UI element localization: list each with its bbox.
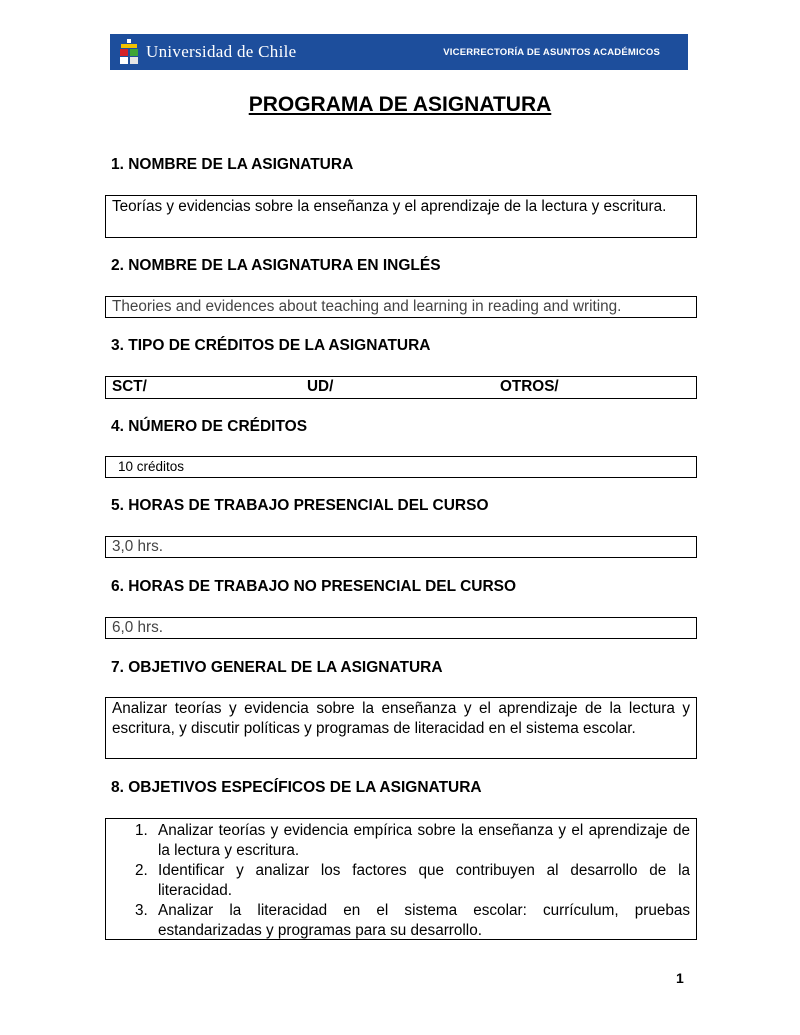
section-1-box	[105, 195, 697, 238]
section-8-box	[105, 818, 697, 940]
credit-type-sct: SCT/	[112, 378, 147, 395]
university-logo-icon	[118, 38, 140, 66]
course-name-english: Theories and evidences about teaching and learning in reading and writing.	[112, 298, 622, 315]
university-name: Universidad de Chile	[146, 42, 297, 61]
credit-count: 10 créditos	[118, 459, 185, 474]
section-7-box	[105, 697, 697, 759]
credit-types	[112, 377, 690, 397]
list-item: Identificar y analizar los factores que contribuyen al desarrollo de la literacidad.	[158, 862, 690, 899]
specific-objectives-list	[112, 821, 690, 941]
section-2-heading: 2. NOMBRE DE LA ASIGNATURA EN INGLÉS	[111, 257, 441, 274]
section-5-heading: 5. HORAS DE TRABAJO PRESENCIAL DEL CURSO	[111, 497, 489, 514]
credit-type-ud: UD/	[307, 378, 334, 395]
section-1-heading: 1. NOMBRE DE LA ASIGNATURA	[111, 156, 354, 173]
list-item: Analizar teorías y evidencia empírica sobre la enseñanza y el aprendizaje de la lectura y escritura.	[158, 822, 690, 859]
section-2-box	[105, 296, 697, 318]
credit-type-otros: OTROS/	[500, 378, 559, 395]
office-name: VICERRECTORÍA DE ASUNTOS ACADÉMICOS	[443, 46, 660, 58]
non-contact-hours: 6,0 hrs.	[112, 619, 164, 636]
section-3-box	[105, 376, 697, 399]
contact-hours: 3,0 hrs.	[112, 538, 164, 555]
section-5-box	[105, 536, 697, 558]
university-brand	[118, 38, 296, 66]
section-3-heading: 3. TIPO DE CRÉDITOS DE LA ASIGNATURA	[111, 337, 431, 354]
section-4-box	[105, 456, 697, 478]
section-4-heading: 4. NÚMERO DE CRÉDITOS	[111, 418, 308, 435]
course-name: Teorías y evidencias sobre la enseñanza y el aprendizaje de la lectura y escritura.	[112, 198, 667, 215]
section-7-heading: 7. OBJETIVO GENERAL DE LA ASIGNATURA	[111, 659, 443, 676]
section-6-box	[105, 617, 697, 639]
page-title: PROGRAMA DE ASIGNATURA	[248, 93, 552, 116]
list-item: Analizar la literacidad en el sistema escolar: currículum, pruebas estandarizadas y programas para su desarrollo.	[158, 902, 690, 939]
section-8-heading: 8. OBJETIVOS ESPECÍFICOS DE LA ASIGNATURA	[111, 779, 482, 796]
header-banner	[110, 34, 688, 70]
section-6-heading: 6. HORAS DE TRABAJO NO PRESENCIAL DEL CURSO	[111, 578, 517, 595]
page-number: 1	[676, 970, 684, 986]
general-objective: Analizar teorías y evidencia sobre la enseñanza y el aprendizaje de la lectura y escritura, y discutir políticas y programas de literacidad en el sistema escolar.	[112, 700, 690, 737]
